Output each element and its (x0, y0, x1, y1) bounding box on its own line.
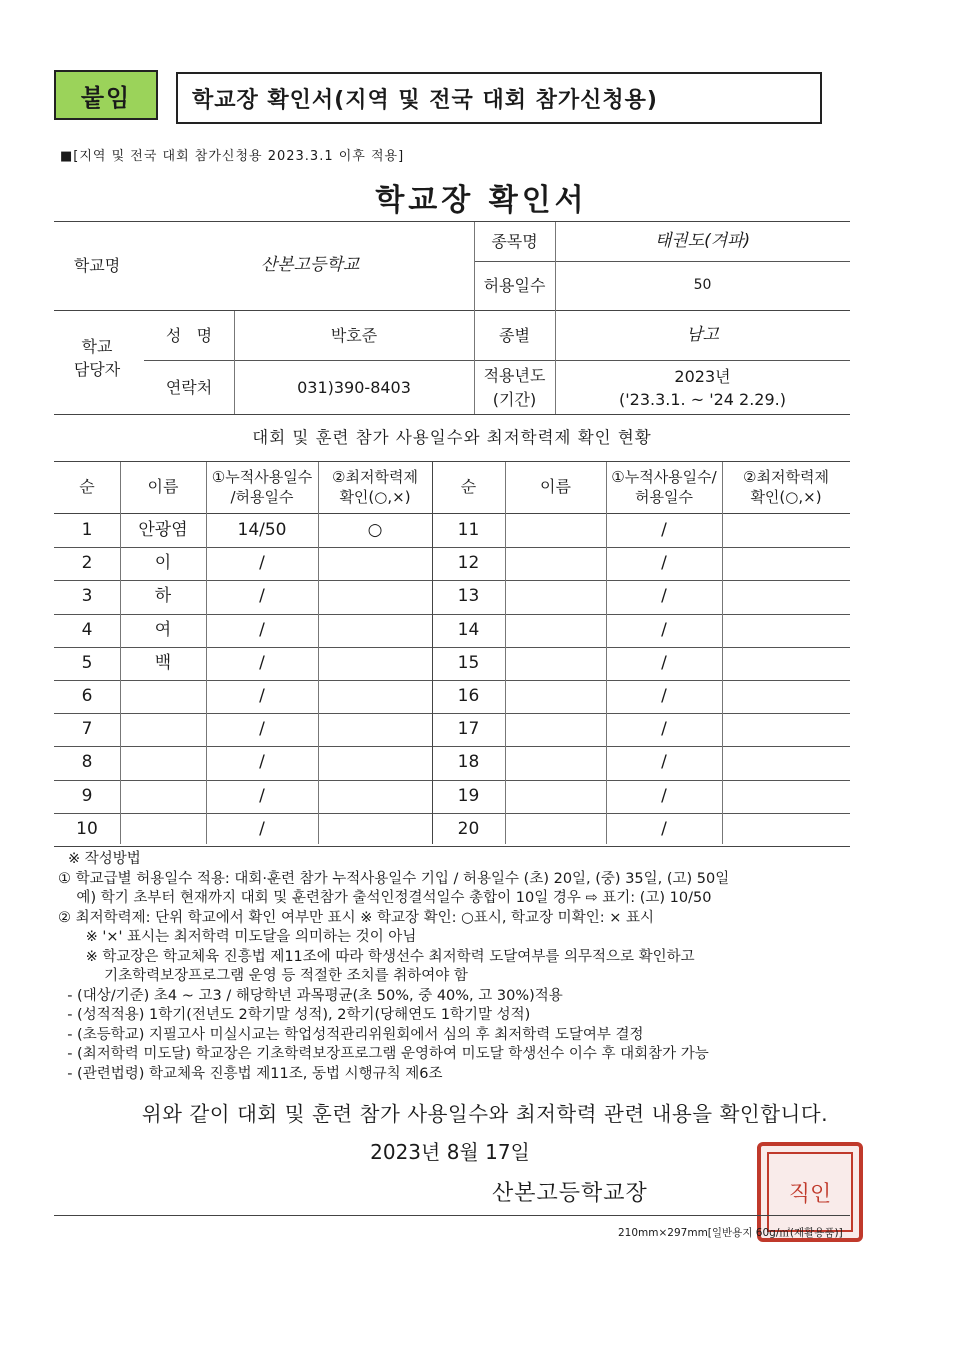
paper-spec: 210mm×297mm[일반용지 60g/㎡(재활용품)] (618, 1227, 843, 1239)
row-name-right (505, 813, 606, 846)
row-check (318, 547, 432, 580)
row-name-right (505, 514, 606, 547)
row-name-right (505, 580, 606, 613)
note-line: 기초학력보장프로그램 운영 등 적절한 조치를 취하여야 함 (58, 968, 468, 984)
note-line: ※ '×' 표시는 최저학력 미도달을 의미하는 것이 아님 (58, 929, 417, 945)
row-number: 7 (81, 719, 93, 740)
row-name (120, 780, 206, 813)
row-days: / (259, 586, 265, 607)
row-number-right: 16 (457, 685, 480, 706)
row-number-right: 15 (457, 652, 480, 673)
row-check-right (722, 647, 850, 680)
row-name (120, 746, 206, 779)
row-name-right (505, 614, 606, 647)
staff-label-line2: 담당자 (73, 360, 121, 379)
year-label-line2: (기간) (492, 390, 537, 409)
row-days-right: / (661, 719, 667, 740)
row-name: 안광염 (138, 519, 188, 540)
issue-date: 2023년 8월 17일 (370, 1140, 530, 1164)
header-days-left: ①누적사용일수 /허용일수 (211, 468, 313, 506)
header-name-left: 이름 (147, 477, 179, 497)
document-title: 학교장 확인서 (375, 183, 588, 218)
row-check (318, 614, 432, 647)
usage-table-caption: 대회 및 훈련 참가 사용일수와 최저학력제 확인 현황 (252, 427, 652, 447)
row-name (120, 713, 206, 746)
note-line: ① 학교급별 허용일수 적용: 대회·훈련 참가 누적사용일수 기입 / 허용일수 (초) 20일, (중) 35일, (고) 50일 (58, 870, 730, 887)
row-name (120, 813, 206, 846)
row-check-right (722, 514, 850, 547)
confirmation-statement: 위와 같이 대회 및 훈련 참가 사용일수와 최저학력 관련 내용을 확인합니다. (141, 1102, 829, 1126)
row-number: 3 (81, 586, 93, 607)
year-label-line1: 적용년도 (483, 366, 546, 385)
row-number: 8 (81, 752, 93, 773)
row-number-right: 18 (457, 752, 480, 773)
row-check-right (722, 580, 850, 613)
row-number: 4 (81, 619, 93, 640)
row-name: 백 (154, 652, 172, 673)
row-name-right (505, 647, 606, 680)
person-name-value: 박호준 (330, 325, 378, 345)
row-check-right (722, 780, 850, 813)
official-seal-inner: 직인 (767, 1152, 853, 1232)
sport-value: 태권도(겨파) (654, 230, 751, 251)
row-name: 하 (154, 586, 172, 607)
row-days-right: / (661, 785, 667, 806)
row-days-right: / (661, 685, 667, 706)
row-name (120, 680, 206, 713)
row-name-right (505, 547, 606, 580)
row-days-right: / (661, 752, 667, 773)
row-check: ○ (367, 519, 383, 540)
note-line: - (최저학력 미도달) 학교장은 기초학력보장프로그램 운영하여 미도달 학생선수 이수 후 대회참가 가능 (58, 1046, 709, 1062)
row-days-right: / (661, 553, 667, 574)
row-check-right (722, 680, 850, 713)
row-number: 9 (81, 785, 93, 806)
row-days: / (259, 652, 265, 673)
row-name-right (505, 713, 606, 746)
staff-label-line1: 학교 (81, 337, 113, 356)
row-number: 2 (81, 553, 93, 574)
note-line: - (성적적용) 1학기(전년도 2학기말 성적), 2학기(당해연도 1학기말 성적) (58, 1007, 531, 1023)
header-no-left: 순 (79, 477, 95, 497)
row-check-right (722, 813, 850, 846)
allowed-days-label: 허용일수 (483, 276, 546, 295)
row-number-right: 11 (457, 519, 480, 540)
row-check-right (722, 547, 850, 580)
row-check (318, 746, 432, 779)
row-number-right: 19 (457, 785, 480, 806)
row-check (318, 647, 432, 680)
note-line: - (대상/기준) 초4 ~ 고3 / 해당학년 과목평균(초 50%, 중 40%, 고 30%)적용 (58, 987, 563, 1004)
gender-category-value: 남고 (686, 324, 719, 345)
form-title-box: 학교장 확인서(지역 및 전국 대회 참가신청용) (176, 72, 822, 124)
row-check-right (722, 713, 850, 746)
row-number: 6 (81, 685, 93, 706)
row-check-right (722, 746, 850, 779)
row-days: / (259, 818, 265, 839)
row-days: / (259, 685, 265, 706)
header-check-left: ②최저학력제 확인(○,×) (332, 468, 418, 506)
note-line: ※ 학교장은 학교체육 진흥법 제11조에 따라 학생선수 최저학력 도달여부를 의무적으로 확인하고 (58, 948, 695, 965)
row-number-right: 12 (457, 553, 480, 574)
note-line: - (초등학교) 지필고사 미실시교는 학업성적관리위원회에서 심의 후 최저학력 도달여부 결정 (58, 1026, 644, 1043)
gender-category-label: 종별 (499, 325, 530, 345)
year-value-line1: 2023년 (674, 367, 731, 386)
contact-value: 031)390-8403 (297, 377, 411, 397)
row-check (318, 580, 432, 613)
row-days: 14/50 (237, 519, 287, 540)
row-check (318, 780, 432, 813)
notes-section (58, 850, 858, 1084)
principal-signature-line: 산본고등학교장 (492, 1181, 648, 1206)
school-name-label: 학교명 (73, 256, 121, 275)
header-name-right: 이름 (540, 477, 571, 497)
allowed-days-value: 50 (693, 277, 712, 294)
note-line: 예) 학기 초부터 현재까지 대회 및 훈련참가 출석인정결석일수 총합이 10일 경우 ⇨ 표기: (고) 10/50 (58, 890, 712, 906)
row-check (318, 813, 432, 846)
row-name: 여 (154, 619, 172, 640)
row-number-right: 20 (457, 818, 480, 839)
row-check (318, 680, 432, 713)
attachment-badge: 붙임 (54, 70, 158, 120)
row-days: / (259, 553, 265, 574)
sport-label: 종목명 (491, 231, 538, 251)
row-days: / (259, 619, 265, 640)
row-days: / (259, 785, 265, 806)
apply-note: ■[지역 및 전국 대회 참가신청용 2023.3.1 이후 적용] (60, 149, 405, 164)
note-line: - (관련법령) 학교체육 진흥법 제11조, 동법 시행규칙 제6조 (58, 1065, 443, 1082)
row-days-right: / (661, 586, 667, 607)
row-name: 이 (154, 553, 172, 574)
header-no-right: 순 (460, 477, 477, 497)
year-value-line2: ('23.3.1. ~ '24 2.29.) (619, 390, 786, 409)
row-number-right: 14 (457, 619, 480, 640)
row-number-right: 17 (457, 719, 480, 740)
row-number: 5 (81, 652, 93, 673)
row-days-right: / (661, 619, 667, 640)
row-days: / (259, 719, 265, 740)
row-check (318, 713, 432, 746)
row-name-right (505, 780, 606, 813)
row-check-right (722, 614, 850, 647)
header-check-right: ②최저학력제 확인(○,×) (743, 468, 829, 506)
row-name-right (505, 746, 606, 779)
header-days-right: ①누적사용일수/ 허용일수 (611, 468, 717, 506)
row-number: 1 (81, 519, 93, 540)
school-name-value: 산본고등학교 (260, 255, 360, 276)
note-line: ② 최저학력제: 단위 학교에서 확인 여부만 표시 ※ 학교장 확인: ○표시, 학교장 미확인: × 표시 (58, 909, 654, 926)
row-number: 10 (76, 818, 98, 839)
row-name-right (505, 680, 606, 713)
row-days-right: / (661, 818, 667, 839)
person-name-label: 성 명 (165, 325, 213, 345)
row-days: / (259, 752, 265, 773)
row-days-right: / (661, 519, 667, 540)
row-number-right: 13 (457, 586, 480, 607)
row-days-right: / (661, 652, 667, 673)
notes-heading: ※ 작성방법 (68, 851, 141, 867)
contact-label: 연락처 (165, 377, 213, 397)
